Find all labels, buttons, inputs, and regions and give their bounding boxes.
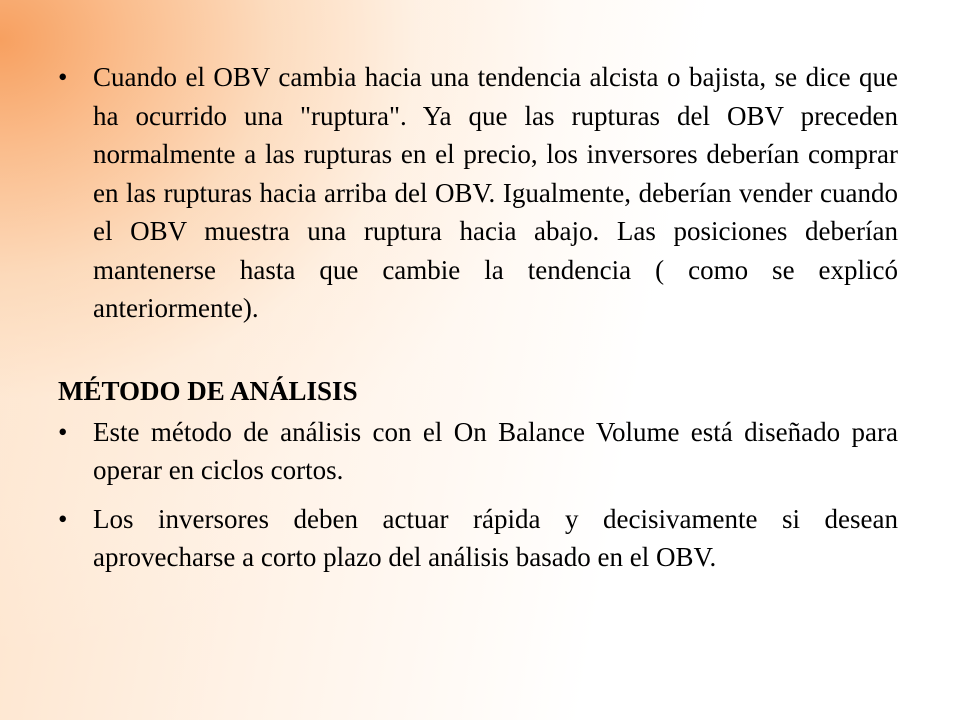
slide-content [58,58,898,577]
bullet-marker: • [58,503,68,534]
bullet-text: Cuando el OBV cambia hacia una tendencia alcista o bajista, se dice que ha ocurrido una "ruptura". Ya que las rupturas del OBV preceden normalmente a las rupturas en el precio, los inversores deberían comprar en las rupturas hacia arriba del OBV. Igualmente, deberían vender cuando el OBV muestra una ruptura hacia abajo. Las posiciones deberían mantenerse hasta que cambie la tendencia ( como se explicó anteriormente). [93,62,898,323]
bullet-text: Los inversores deben actuar rápida y decisivamente si desean aprovecharse a corto plazo del análisis basado en el OBV. [93,503,898,572]
section-heading: MÉTODO DE ANÁLISIS [58,375,358,406]
bullet-text: Este método de análisis con el On Balance Volume está diseñado para operar en ciclos cortos. [93,416,898,485]
bullet-item-obv-breakout [58,58,898,328]
bullet-marker: • [58,416,68,447]
bullet-marker: • [58,62,68,92]
bullet-item-investors-act [58,500,898,577]
bullet-item-short-cycles [58,413,898,490]
